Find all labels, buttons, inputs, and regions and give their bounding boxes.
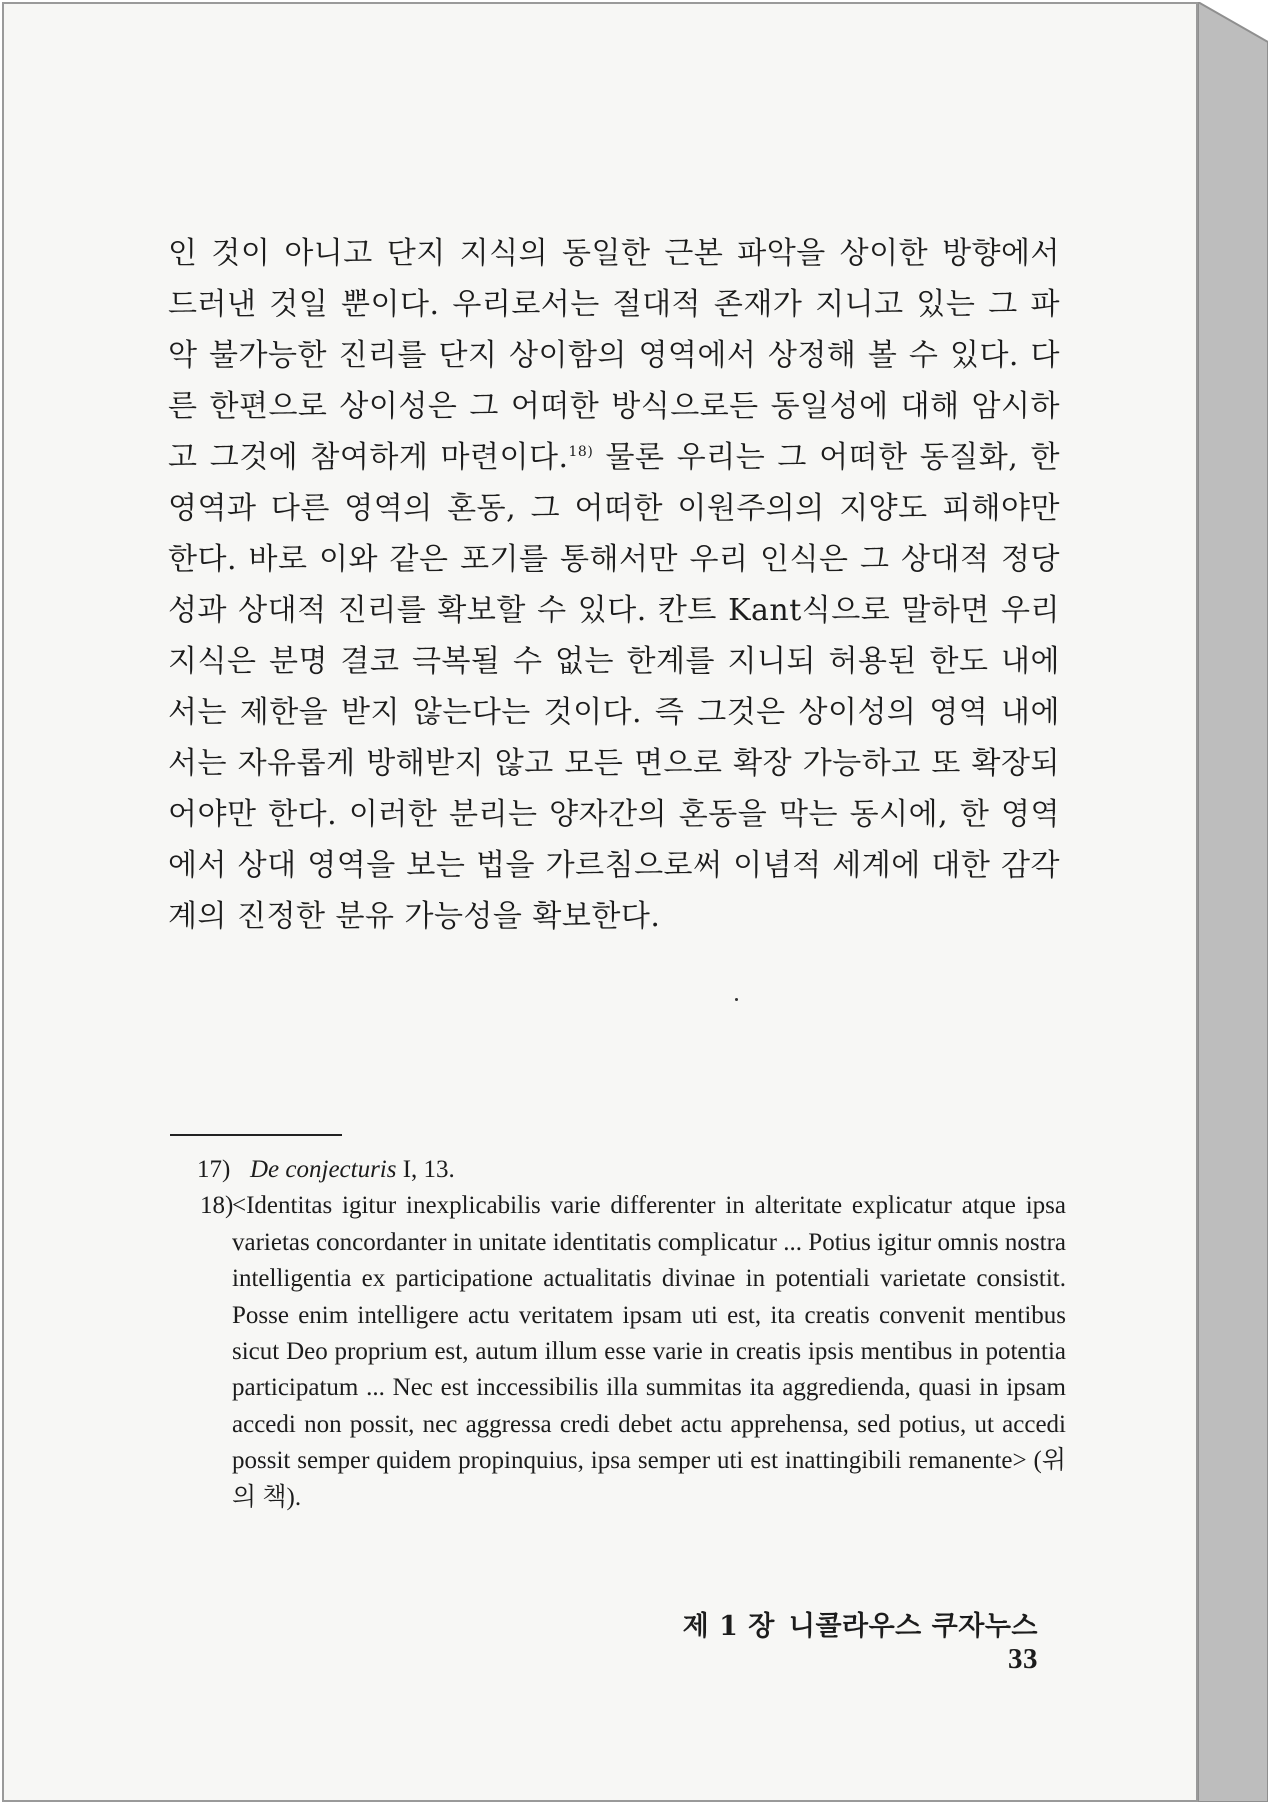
footnote-divider xyxy=(170,1134,342,1136)
page-number: 33 xyxy=(1008,1643,1038,1675)
footnote-number: 17) xyxy=(197,1156,231,1183)
footnote-title: De conjecturis xyxy=(250,1156,397,1183)
main-paragraph-text-cont: 물론 우리는 그 어떠한 동질화, 한 영역과 다른 영역의 혼동, 그 어떠한 이원주의의 지양도 피해야만 한다. 바로 이와 같은 포기를 통해서만 우리 인식은 그 상대적 정당성과 상대적 진리를 확보할 수 있다. 칸트 Kant식으로 말하면 우리 지식은 분명 결코 극복될 수 없는 한계를 지니되 허용된 한도 내에서는 제한을 받지 않는다는 것이다. 즉 그것은 상이성의 영역 내에서는 자유롭게 방해받지 않고 모든 면으로 확장 가능하고 또 확장되어야만 한다. 이러한 분리는 양자간의 혼동을 막는 동시에, 한 영역에서 상대 영역을 보는 법을 가르침으로써 이념적 세계에 대한 감각계의 진정한 분유 가능성을 확보한다. xyxy=(168,440,1060,934)
footnote-18 xyxy=(200,1188,1066,1516)
page-edge-shadow xyxy=(1198,2,1268,1802)
chapter-label: 제 1 장 xyxy=(682,1611,775,1642)
chapter-title: 니콜라우스 쿠자누스 xyxy=(788,1611,1038,1642)
scan-speck xyxy=(735,998,738,1001)
footnote-number: 18) xyxy=(200,1192,234,1220)
footnote-text xyxy=(200,1152,1066,1188)
footnote-17 xyxy=(197,1152,1066,1188)
footnotes xyxy=(197,1152,1066,1516)
main-paragraph xyxy=(168,228,1060,942)
main-paragraph-text: 인 것이 아니고 단지 지식의 동일한 근본 파악을 상이한 방향에서 드러낸 것일 뿐이다. 우리로서는 절대적 존재가 지니고 있는 그 파악 불가능한 진리를 단지 상이함의 영역에서 상정해 볼 수 있다. 다른 한편으로 상이성은 그 어떠한 방식으로든 동일성에 대해 암시하고 그것에 참여하게 마련이다. xyxy=(168,236,1060,475)
running-footer xyxy=(640,1604,1038,1676)
footnote-reference[interactable]: 18) xyxy=(568,444,594,460)
footnote-citation: I, 13. xyxy=(396,1156,455,1183)
footnote-text: <Identitas igitur inexplicabilis varie differenter in alteritate explicatur atque ipsa varietas concordanter in unitate identitatis complicatur ... Potius igitur omnis nostra intelligentia ex participatione actualitatis divinae in potentiali varietate consistit. Posse enim intelligere actu veritatem ipsam uti est, ita creatis convenit mentibus sicut Deo proprium est, autum illum esse varie in creatis ipsis mentibus in potentia participatum ... Nec est inccessibilis illa summitas ita aggredienda, quasi in ipsam accedi non possit, nec aggressa credi debet actu apprehensa, sed potius, ut accedi possit semper quidem propinquius, ipsa semper uti est inattingibili remanente> (위의 책). xyxy=(232,1192,1066,1511)
